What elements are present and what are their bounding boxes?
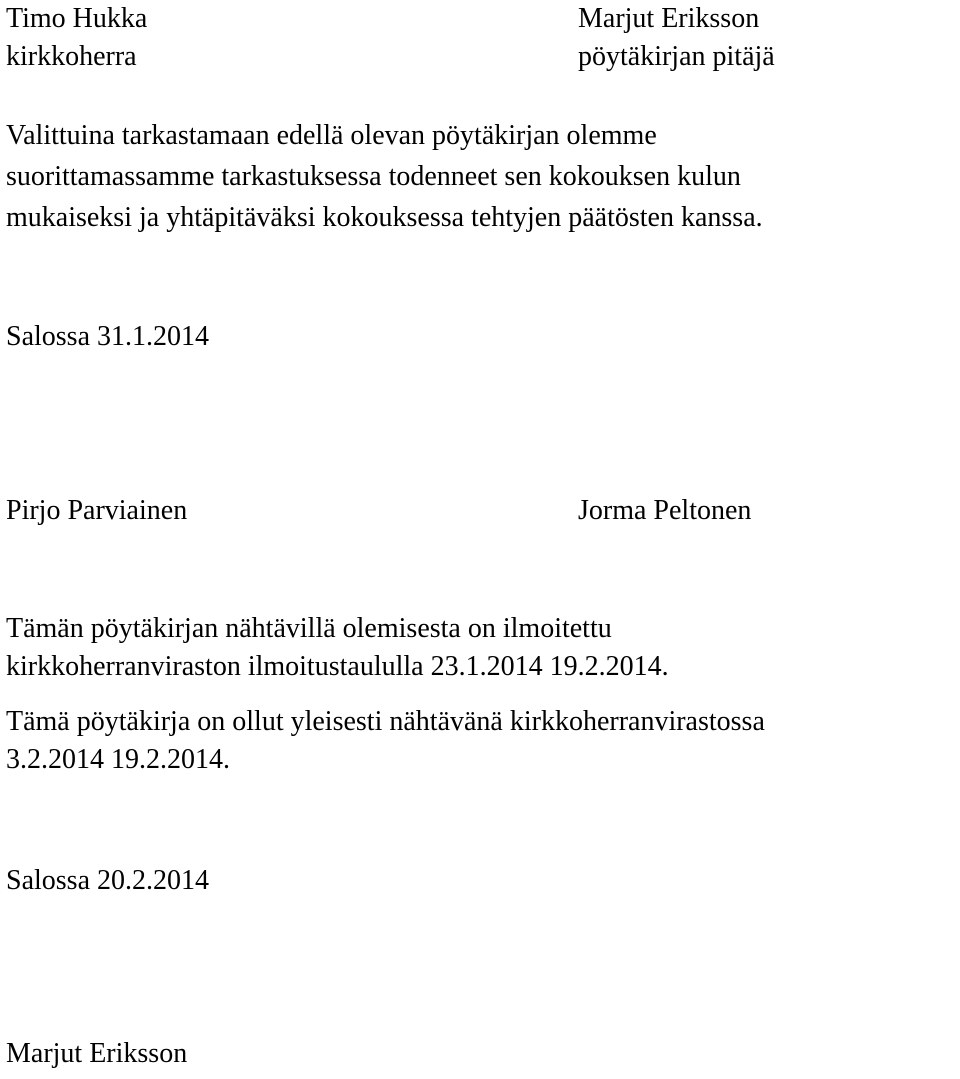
place-date: Salossa 31.1.2014 (6, 321, 209, 352)
display-line: Tämä pöytäkirja on ollut yleisesti nähtävänä kirkkoherranvirastossa (6, 706, 765, 737)
final-signatory: Marjut Eriksson (6, 1038, 188, 1069)
verification-line: mukaiseksi ja yhtäpitäväksi kokouksessa tehtyjen päätösten kanssa. (6, 202, 763, 233)
reviewer-right: Jorma Peltonen (578, 495, 752, 526)
signatory-name-right: Marjut Eriksson (578, 3, 760, 34)
notice-line: kirkkoherranviraston ilmoitustaululla 23.1.2014 19.2.2014. (6, 651, 669, 682)
signatory-title-left: kirkkoherra (6, 41, 137, 72)
display-line: 3.2.2014 19.2.2014. (6, 744, 230, 775)
verification-line: suorittamassamme tarkastuksessa todenneet sen kokouksen kulun (6, 161, 741, 192)
reviewer-left: Pirjo Parviainen (6, 495, 188, 526)
signatory-title-right: pöytäkirjan pitäjä (578, 41, 775, 72)
verification-line: Valittuina tarkastamaan edellä olevan pöytäkirjan olemme (6, 120, 657, 151)
signatory-name-left: Timo Hukka (6, 3, 148, 34)
place-date: Salossa 20.2.2014 (6, 865, 209, 896)
notice-line: Tämän pöytäkirjan nähtävillä olemisesta on ilmoitettu (6, 613, 612, 644)
